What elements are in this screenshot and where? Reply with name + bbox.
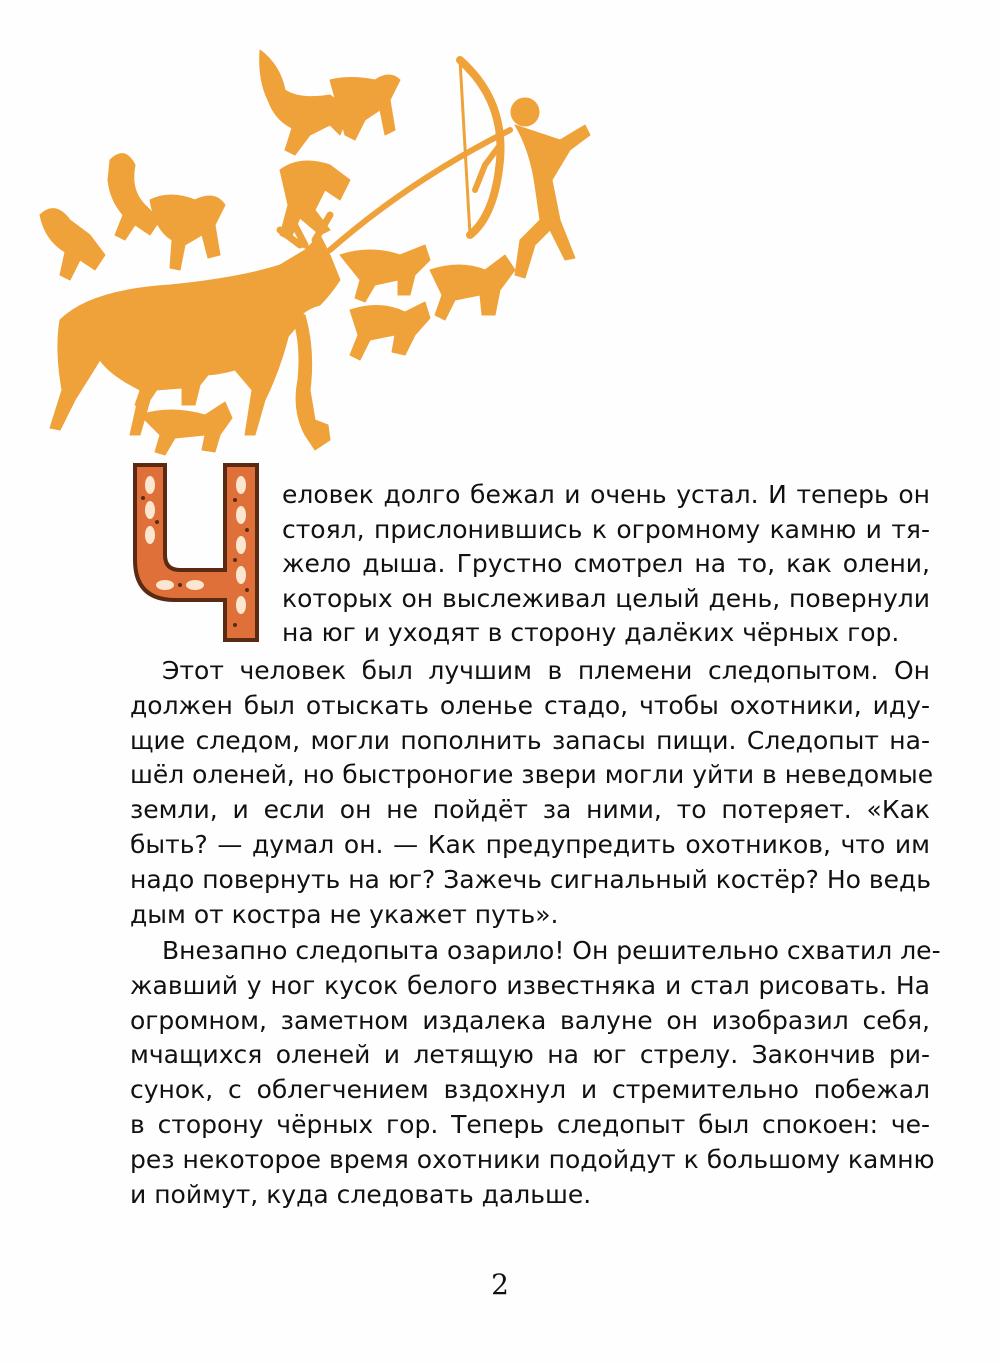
text-line: стоял, прислонившись к огромному камню и тя- (282, 514, 930, 544)
text-line: рез некоторое время охотники подойдут к большому камню (130, 1144, 935, 1174)
dropcap-letter-che (125, 460, 270, 645)
text-line: должен был отыскать оленье стадо, чтобы охотники, иду- (130, 690, 930, 720)
text-line: которых он выслеживал целый день, повернули (282, 583, 930, 613)
text-line: Этот человек был лучшим в племени следопытом. Он (162, 656, 930, 685)
text-line: на юг и уходят в сторону далёких чёрных гор. (282, 618, 900, 647)
text-line: надо повернуть на юг? Зажечь сигнальный костёр? Но ведь (130, 864, 932, 894)
text-line: мчащихся оленей и летящую на юг стрелу. Закончив ри- (130, 1040, 930, 1070)
text-line: еловек долго бежал и очень устал. И теперь он (282, 480, 930, 509)
text-line: шёл оленей, но быстроногие звери могли уйти в неведомые (130, 760, 934, 790)
text-line: сунок, с облегчением вздохнул и стремительно побежал (130, 1075, 930, 1105)
paragraph-2 (130, 654, 934, 932)
text-line: щие следом, могли пополнить запасы пищи. Следопыт на- (130, 725, 930, 755)
page-number: 2 (491, 1268, 509, 1301)
text-line: жавший у ног кусок белого известняка и стал рисовать. На (130, 970, 930, 1000)
text-line: дым от костра не укажет путь». (130, 899, 559, 929)
text-line: и поймут, куда следовать дальше. (130, 1179, 592, 1209)
text-line: земли, и если он не пойдёт за ними, то потеряет. «Как (130, 795, 930, 825)
text-line: в сторону чёрных гор. Теперь следопыт был спокоен: че- (130, 1109, 930, 1139)
text-line: жело дыша. Грустно смотрел на то, как олени, (282, 549, 930, 578)
text-line: огромном, заметном издалека валуне он изобразил себя, (130, 1005, 930, 1035)
text-line: Внезапно следопыта озарило! Он решительно схватил ле- (162, 936, 941, 965)
text-line: быть? — думал он. — Как предупредить охотников, что им (130, 829, 930, 859)
lead-paragraph (282, 478, 930, 651)
rock-art-illustration (30, 40, 610, 510)
paragraph-3 (130, 934, 941, 1212)
